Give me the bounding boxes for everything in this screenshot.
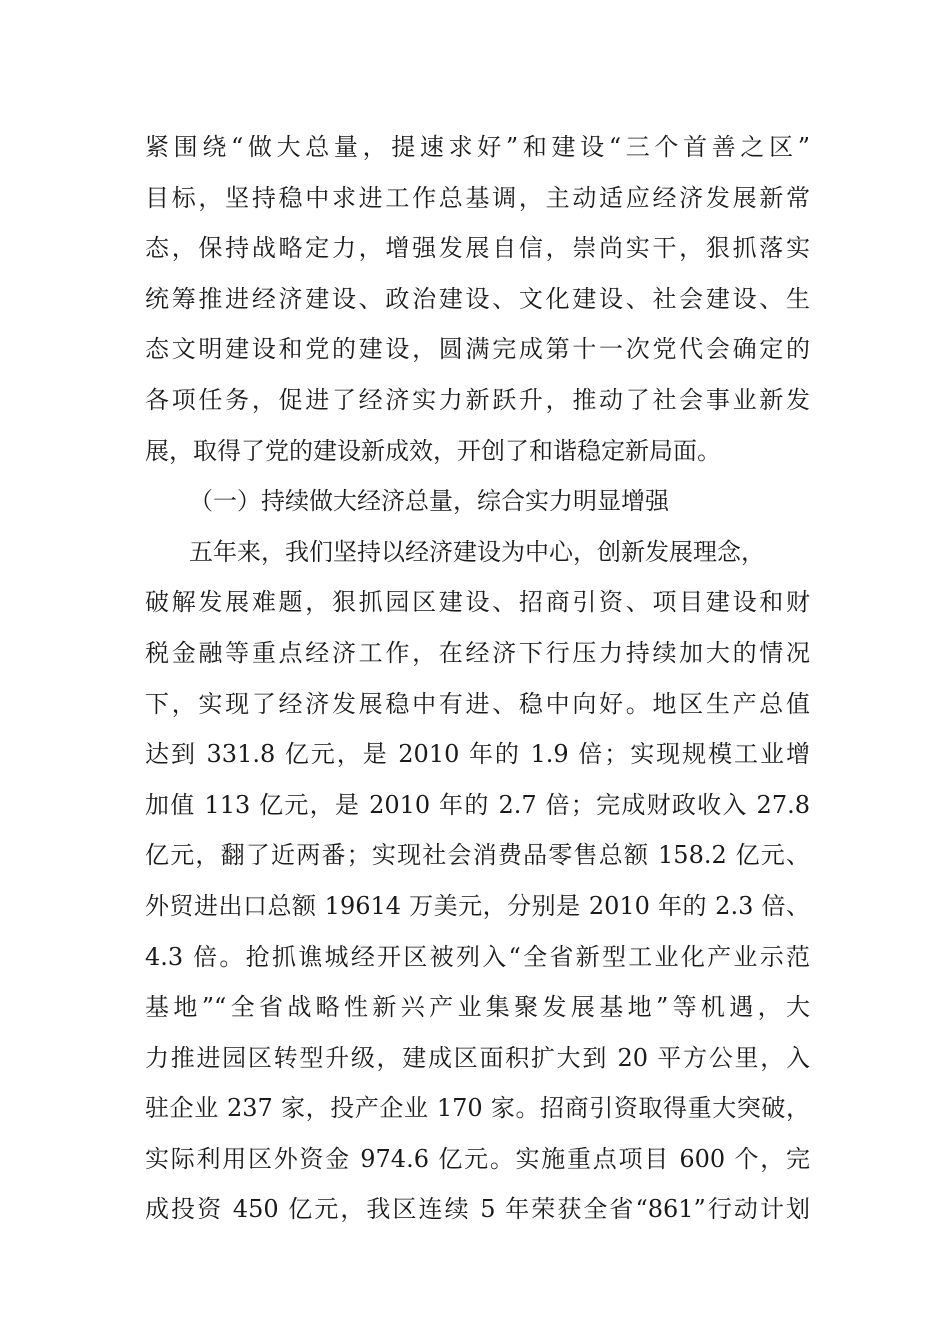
text-line: 税金融等重点经济工作，在经济下行压力持续加大的情况	[145, 638, 810, 667]
text-line: 下，实现了经济发展稳中有进、稳中向好。地区生产总值	[145, 689, 810, 718]
text-line: 态文明建设和党的建设，圆满完成第十一次党代会确定的	[145, 335, 810, 364]
text-line: 加值 113 亿元，是 2010 年的 2.7 倍；完成财政收入 27.8	[145, 790, 810, 819]
text-line: 成投资 450 亿元，我区连续 5 年荣获全省“861”行动计划	[145, 1195, 810, 1224]
text-line: 亿元，翻了近两番；实现社会消费品零售总额 158.2 亿元、	[145, 841, 810, 870]
text-line: 统筹推进经济建设、政治建设、文化建设、社会建设、生	[145, 284, 810, 313]
text-line: 4.3 倍。抢抓谯城经开区被列入“全省新型工业化产业示范	[145, 942, 810, 971]
text-line: 达到 331.8 亿元，是 2010 年的 1.9 倍；实现规模工业增	[145, 740, 810, 769]
text-line: 五年来，我们坚持以经济建设为中心，创新发展理念，	[189, 537, 765, 566]
text-line: 实际利用区外资金 974.6 亿元。实施重点项目 600 个，完	[145, 1144, 810, 1173]
document-body	[145, 122, 810, 1235]
text-line: 外贸进出口总额 19614 万美元，分别是 2010 年的 2.3 倍、	[145, 891, 810, 920]
text-line: 紧围绕“做大总量，提速求好”和建设“三个首善之区”	[145, 133, 810, 161]
text-line: 态，保持战略定力，增强发展自信，崇尚实干，狠抓落实	[145, 234, 810, 263]
text-line: 驻企业 237 家，投产企业 170 家。招商引资取得重大突破，	[145, 1094, 810, 1123]
text-line: 展，取得了党的建设新成效，开创了和谐稳定新局面。	[145, 436, 721, 465]
text-line: 力推进园区转型升级，建成区面积扩大到 20 平方公里，入	[145, 1043, 810, 1072]
text-line: 各项任务，促进了经济实力新跃升，推动了社会事业新发	[145, 385, 810, 414]
text-line: 破解发展难题，狠抓园区建设、招商引资、项目建设和财	[145, 588, 810, 617]
section-heading: （一）持续做大经济总量，综合实力明显增强	[189, 487, 669, 516]
text-line: 目标，坚持稳中求进工作总基调，主动适应经济发展新常	[145, 183, 810, 212]
text-line: 基地”“全省战略性新兴产业集聚发展基地”等机遇，大	[145, 993, 810, 1022]
